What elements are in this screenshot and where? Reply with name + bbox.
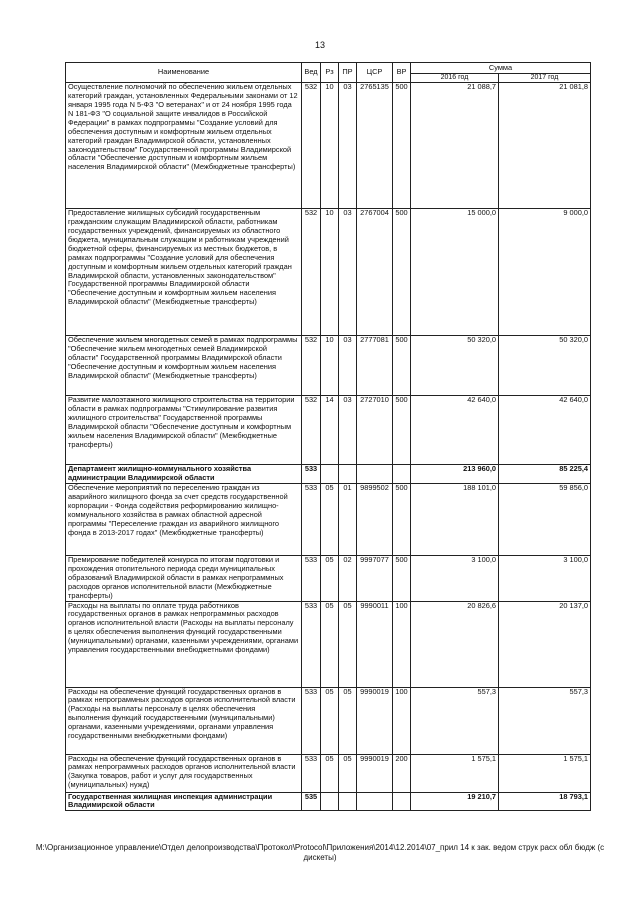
row-rz: 14: [321, 396, 339, 465]
header-ved: Вед: [302, 63, 321, 83]
row-rz: 10: [321, 83, 339, 209]
row-vr: 500: [393, 484, 411, 556]
row-name: Развитие малоэтажного жилищного строительства на территории области в рамках подпрограммы "Стимулирование развития жилищного строительства" Государственной программы Владимирской области "Обеспечение доступным и комфортным жильем населения Владимирской области" (Межбюджетные трансферты): [66, 396, 302, 465]
table-row: [66, 556, 591, 601]
row-amount-2016: 42 640,0: [411, 396, 499, 465]
row-name: Премирование победителей конкурса по итогам подготовки и прохождения отопительного периода среди муниципальных образований Владимирской области в рамках непрограммных расходов органов исполнительной власти (Межбюджетные трансферты): [66, 556, 302, 601]
row-name: Расходы на обеспечение функций государственных органов в рамках непрограммных расходов органов исполнительной власти (Закупка товаров, работ и услуг для государственных (муниципальных) нужд): [66, 754, 302, 792]
budget-table: [65, 62, 591, 811]
row-csr: [357, 465, 393, 484]
row-pr: [339, 792, 357, 811]
row-pr: 03: [339, 209, 357, 336]
row-name: Государственная жилищная инспекция администрации Владимирской области: [66, 792, 302, 811]
row-name: Осуществление полномочий по обеспечению жильем отдельных категорий граждан, установленных Федеральными законами от 12 января 1995 года N 5-ФЗ "О ветеранах" и от 24 ноября 1995 года N 181-ФЗ "О социальной защите инвалидов в Российской Федерации" в рамках подпрограммы "Создание условий для обеспечения доступным и комфортным жильем отдельных категорий граждан Владимирской области, установленных законодательством" Государственной программы Владимирской области "Обеспечение доступным и комфортным жильем населения Владимирской области" (Межбюджетные трансферты): [66, 83, 302, 209]
row-amount-2016: 50 320,0: [411, 336, 499, 396]
row-csr: 2765135: [357, 83, 393, 209]
row-amount-2016: 1 575,1: [411, 754, 499, 792]
row-csr: [357, 792, 393, 811]
row-ved: 533: [302, 465, 321, 484]
row-rz: 05: [321, 556, 339, 601]
row-vr: [393, 465, 411, 484]
row-name: Обеспечение мероприятий по переселению граждан из аварийного жилищного фонда за счет средств государственной корпорации - Фонда содействия реформированию жилищно-коммунального хозяйства в рамках областной адресной программы "Переселение граждан из аварийного жилищного фонда в 2013-2017 годах" (Межбюджетные трансферты): [66, 484, 302, 556]
header-year-2016: 2016 год: [411, 74, 499, 83]
row-amount-2017: 9 000,0: [499, 209, 591, 336]
row-rz: 05: [321, 601, 339, 687]
row-csr: 2777081: [357, 336, 393, 396]
table-row: [66, 484, 591, 556]
row-amount-2017: 42 640,0: [499, 396, 591, 465]
row-csr: 9899502: [357, 484, 393, 556]
row-vr: [393, 792, 411, 811]
row-csr: 9990019: [357, 687, 393, 754]
row-rz: [321, 465, 339, 484]
row-rz: 10: [321, 336, 339, 396]
row-pr: 03: [339, 83, 357, 209]
row-name: Обеспечение жильем многодетных семей в рамках подпрограммы "Обеспечение жильем многодетных семей Владимирской области" Государственной программы Владимирской области "Обеспечение доступным и комфортным жильем населения Владимирской области" (Межбюджетные трансферты): [66, 336, 302, 396]
row-pr: 05: [339, 601, 357, 687]
row-vr: 500: [393, 336, 411, 396]
row-amount-2016: 15 000,0: [411, 209, 499, 336]
row-vr: 200: [393, 754, 411, 792]
row-pr: 01: [339, 484, 357, 556]
row-csr: 2767004: [357, 209, 393, 336]
row-amount-2017: 50 320,0: [499, 336, 591, 396]
row-csr: 2727010: [357, 396, 393, 465]
row-rz: 10: [321, 209, 339, 336]
table-row: [66, 336, 591, 396]
row-vr: 100: [393, 687, 411, 754]
page-number: 13: [314, 40, 325, 50]
row-name: Расходы на обеспечение функций государственных органов в рамках непрограммных расходов органов исполнительной власти (Расходы на выплаты персоналу в целях обеспечения выполнения функций государственными (муниципальными) органами, казенными учреждениями, органами управления государственными внебюджетными фондами): [66, 687, 302, 754]
row-pr: 02: [339, 556, 357, 601]
table-row: [66, 83, 591, 209]
header-vr: ВР: [393, 63, 411, 83]
row-vr: 500: [393, 83, 411, 209]
row-vr: 100: [393, 601, 411, 687]
row-ved: 533: [302, 754, 321, 792]
table-row: [66, 396, 591, 465]
header-name: Наименование: [66, 63, 302, 83]
table-row: [66, 209, 591, 336]
header-year-2017: 2017 год: [499, 74, 591, 83]
row-amount-2017: 21 081,8: [499, 83, 591, 209]
row-amount-2016: 188 101,0: [411, 484, 499, 556]
row-pr: 03: [339, 396, 357, 465]
row-pr: [339, 465, 357, 484]
table-row-section: [66, 792, 591, 811]
header-rz: Рз: [321, 63, 339, 83]
row-ved: 533: [302, 556, 321, 601]
footer-file-path: М:\Организационное управление\Отдел делопроизводства\Протокол\Protocol\Приложения\2014\12.2014\07_прил 14 к зак. ведом струк расх обл бюдж (с дискеты): [35, 843, 605, 863]
table-row: [66, 687, 591, 754]
row-rz: [321, 792, 339, 811]
header-sum: Сумма: [411, 63, 591, 74]
row-amount-2016: 3 100,0: [411, 556, 499, 601]
row-amount-2017: 85 225,4: [499, 465, 591, 484]
row-vr: 500: [393, 556, 411, 601]
row-amount-2017: 557,3: [499, 687, 591, 754]
row-amount-2017: 18 793,1: [499, 792, 591, 811]
row-pr: 05: [339, 754, 357, 792]
row-ved: 532: [302, 336, 321, 396]
row-amount-2016: 557,3: [411, 687, 499, 754]
row-ved: 533: [302, 687, 321, 754]
row-name: Департамент жилищно-коммунального хозяйства администрации Владимирской области: [66, 465, 302, 484]
row-rz: 05: [321, 687, 339, 754]
row-amount-2017: 3 100,0: [499, 556, 591, 601]
row-amount-2017: 59 856,0: [499, 484, 591, 556]
row-amount-2016: 19 210,7: [411, 792, 499, 811]
table-row: [66, 601, 591, 687]
row-ved: 532: [302, 83, 321, 209]
row-amount-2016: 213 960,0: [411, 465, 499, 484]
header-pr: ПР: [339, 63, 357, 83]
row-csr: 9990019: [357, 754, 393, 792]
header-csr: ЦСР: [357, 63, 393, 83]
row-ved: 532: [302, 396, 321, 465]
table-body: [66, 83, 591, 811]
row-name: Предоставление жилищных субсидий государственным гражданским служащим Владимирской области, работникам государственных учреждений, финансируемых из областного бюджета, муниципальным служащим и работникам учреждений бюджетной сферы, финансируемых из местных бюджетов, в рамках подпрограммы "Создание условий для обеспечения доступным и комфортным жильем отдельных категорий граждан Владимирской области, установленных законодательством" Государственной программы Владимирской области "Обеспечение доступным и комфортным жильем населения Владимирской области" (Межбюджетные трансферты): [66, 209, 302, 336]
row-ved: 535: [302, 792, 321, 811]
row-csr: 9997077: [357, 556, 393, 601]
row-ved: 533: [302, 484, 321, 556]
row-vr: 500: [393, 209, 411, 336]
row-rz: 05: [321, 754, 339, 792]
row-name: Расходы на выплаты по оплате труда работников государственных органов в рамках непрограммных расходов органов исполнительной власти (Расходы на выплаты персоналу в целях обеспечения выполнения функций государственными (муниципальными) органами, казенными учреждениями, органами управления государственными внебюджетными фондами): [66, 601, 302, 687]
row-amount-2017: 20 137,0: [499, 601, 591, 687]
row-amount-2016: 21 088,7: [411, 83, 499, 209]
row-ved: 532: [302, 209, 321, 336]
table-row: [66, 754, 591, 792]
row-ved: 533: [302, 601, 321, 687]
row-pr: 05: [339, 687, 357, 754]
row-pr: 03: [339, 336, 357, 396]
row-rz: 05: [321, 484, 339, 556]
table-header-row: [66, 63, 591, 74]
row-csr: 9990011: [357, 601, 393, 687]
table-row-section: [66, 465, 591, 484]
row-amount-2017: 1 575,1: [499, 754, 591, 792]
row-vr: 500: [393, 396, 411, 465]
row-amount-2016: 20 826,6: [411, 601, 499, 687]
